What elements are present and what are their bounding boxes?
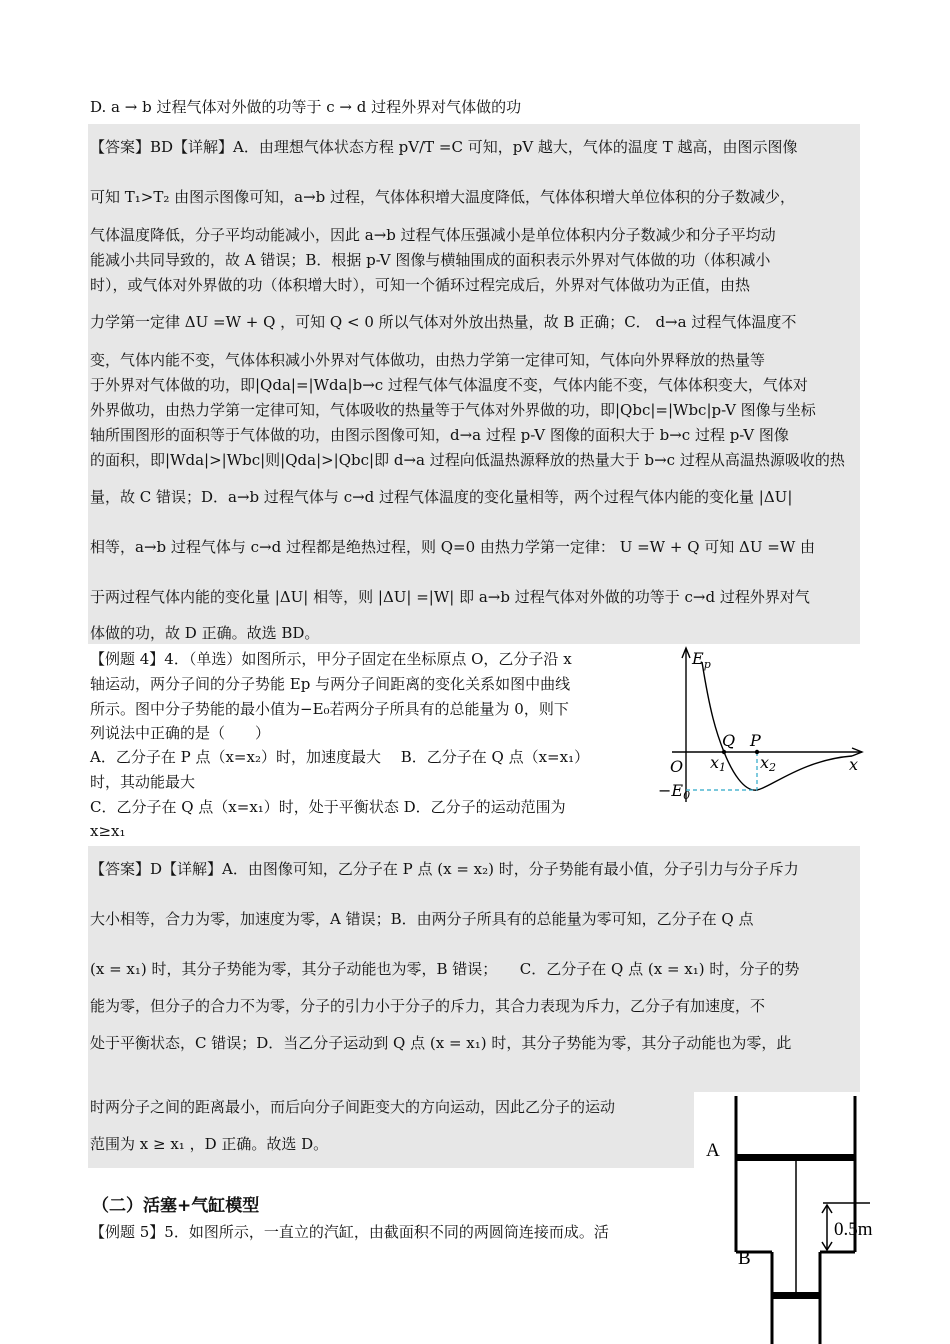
example-4-line: 列说法中正确的是（ ）	[90, 724, 271, 742]
example-4-line: 时，其动能最大	[90, 773, 196, 791]
label-o: O	[670, 757, 684, 776]
answer-3-line: 能减小共同导致的，故 A 错误；B．根据 p-V 图像与横轴围成的面积表示外界对气体做的功（体积减小	[90, 251, 771, 269]
answer-3-line: 于外界对气体做的功，即|Qda|=|Wda|b→c 过程气体气体温度不变，气体内能不变，气体体积变大，气体对	[90, 376, 808, 394]
label-x: x	[849, 755, 859, 774]
option-d-text: D. a → b 过程气体对外做的功等于 c → d 过程外界对气体做的功	[90, 98, 522, 116]
answer-3-line: 外界做功，由热力学第一定律可知，气体吸收的热量等于气体对外界做的功，即|Qbc|=|Wbc|p-V 图像与坐标	[90, 401, 816, 419]
answer-3-line: 力学第一定律 ΔU =W + Q ，可知 Q < 0 所以气体对外放出热量，故 B 正确；C． d→a 过程气体温度不	[90, 313, 797, 331]
label-p: P	[750, 731, 761, 750]
answer-3-line: 可知 T₁>T₂ 由图示图像可知，a→b 过程，气体体积增大温度降低，气体体积增大单位体积的分子数减少，	[90, 188, 796, 206]
answer-4-line: 处于平衡状态，C 错误；D．当乙分子运动到 Q 点 (x = x₁) 时，其分子势能为零，其分子动能也为零，此	[90, 1034, 792, 1052]
answer-3-line: 体做的功，故 D 正确。故选 BD。	[90, 624, 320, 642]
answer-3-line: 相等，a→b 过程气体与 c→d 过程都是绝热过程，则 Q=0 由热力学第一定律： U =W + Q 可知 ΔU =W 由	[90, 538, 816, 556]
answer-3-line: 气体温度降低，分子平均动能减小，因此 a→b 过程气体压强减小是单位体积内分子数减少和分子平均动	[90, 226, 776, 244]
example-4-line: x≥x₁	[90, 822, 126, 840]
answer-3-line: 于两过程气体内能的变化量 |ΔU| 相等，则 |ΔU| =|W| 即 a→b 过程气体对外做的功等于 c→d 过程外界对气	[90, 588, 810, 606]
example-4-line: A．乙分子在 P 点（x=x₂）时，加速度最大 B．乙分子在 Q 点（x=x₁）	[90, 748, 590, 766]
answer-4-line: (x = x₁) 时，其分子势能为零，其分子动能也为零，B 错误； C．乙分子在 Q 点 (x = x₁) 时，分子的势	[90, 960, 800, 978]
label-b: B	[738, 1248, 751, 1269]
label-x2: x2	[760, 753, 777, 774]
example-4-line: 【例题 4】4．（单选）如图所示，甲分子固定在坐标原点 O，乙分子沿 x	[90, 650, 572, 668]
point-p	[755, 750, 759, 754]
example-5-line: 【例题 5】5．如图所示，一直立的汽缸，由截面积不同的两圆筒连接而成。活	[90, 1223, 609, 1241]
section-title: （二）活塞+气缸模型	[92, 1196, 260, 1216]
label-a: A	[706, 1140, 720, 1161]
label-x1: x1	[710, 753, 727, 774]
cylinder-figure	[700, 1092, 890, 1344]
answer-4-line: 范围为 x ≥ x₁ ，D 正确。故选 D。	[90, 1135, 329, 1153]
answer-4-line: 时两分子之间的距离最小，而后向分子间距变大的方向运动，因此乙分子的运动	[90, 1098, 616, 1116]
label-ep: $E_p$	[692, 649, 711, 671]
answer-3-line: 量，故 C 错误；D．a→b 过程气体与 c→d 过程气体温度的变化量相等，两个过程气体内能的变化量 |ΔU|	[90, 488, 793, 506]
label-e0: −E0	[658, 781, 691, 802]
potential-energy-graph	[652, 642, 874, 812]
point-q	[722, 750, 726, 754]
example-4-line: C．乙分子在 Q 点（x=x₁）时，处于平衡状态 D．乙分子的运动范围为	[90, 798, 566, 816]
answer-3-line: 【答案】BD【详解】A．由理想气体状态方程 pV/T =C 可知，pV 越大，气体的温度 T 越高，由图示图像	[90, 138, 798, 156]
example-4-line: 轴运动，两分子间的分子势能 Ep 与两分子间距离的变化关系如图中曲线	[90, 675, 571, 693]
piston-a	[736, 1154, 855, 1161]
label-q: Q	[722, 731, 736, 750]
answer-3-line: 轴所围图形的面积等于气体做的功，由图示图像可知，d→a 过程 p-V 图像的面积大于 b→c 过程 p-V 图像	[90, 426, 789, 444]
answer-3-line: 变，气体内能不变，气体体积减小外界对气体做功，由热力学第一定律可知，气体向外界释放的热量等	[90, 351, 766, 369]
piston-b	[772, 1292, 820, 1299]
answer-4-line: 大小相等，合力为零，加速度为零，A 错误；B．由两分子所具有的总能量为零可知，乙分子在 Q 点	[90, 910, 754, 928]
answer-3-line: 时），或气体对外界做的功（体积增大时），可知一个循环过程完成后，外界对气体做功为正值，由热	[90, 276, 751, 294]
answer-3-line: 的面积，即|Wda|>|Wbc|则|Qda|>|Qbc|即 d→a 过程向低温热源释放的热量大于 b→c 过程从高温热源吸收的热	[90, 451, 845, 469]
label-distance: 0.5m	[834, 1219, 873, 1240]
answer-4-line: 能为零，但分子的合力不为零，分子的引力小于分子的斥力，其合力表现为斥力，乙分子有加速度，不	[90, 997, 766, 1015]
answer-4-line: 【答案】D【详解】A．由图像可知，乙分子在 P 点 (x = x₂) 时，分子势能有最小值，分子引力与分子斥力	[90, 860, 799, 878]
example-4-line: 所示。图中分子势能的最小值为−E₀若两分子所具有的总能量为 0，则下	[90, 700, 569, 718]
